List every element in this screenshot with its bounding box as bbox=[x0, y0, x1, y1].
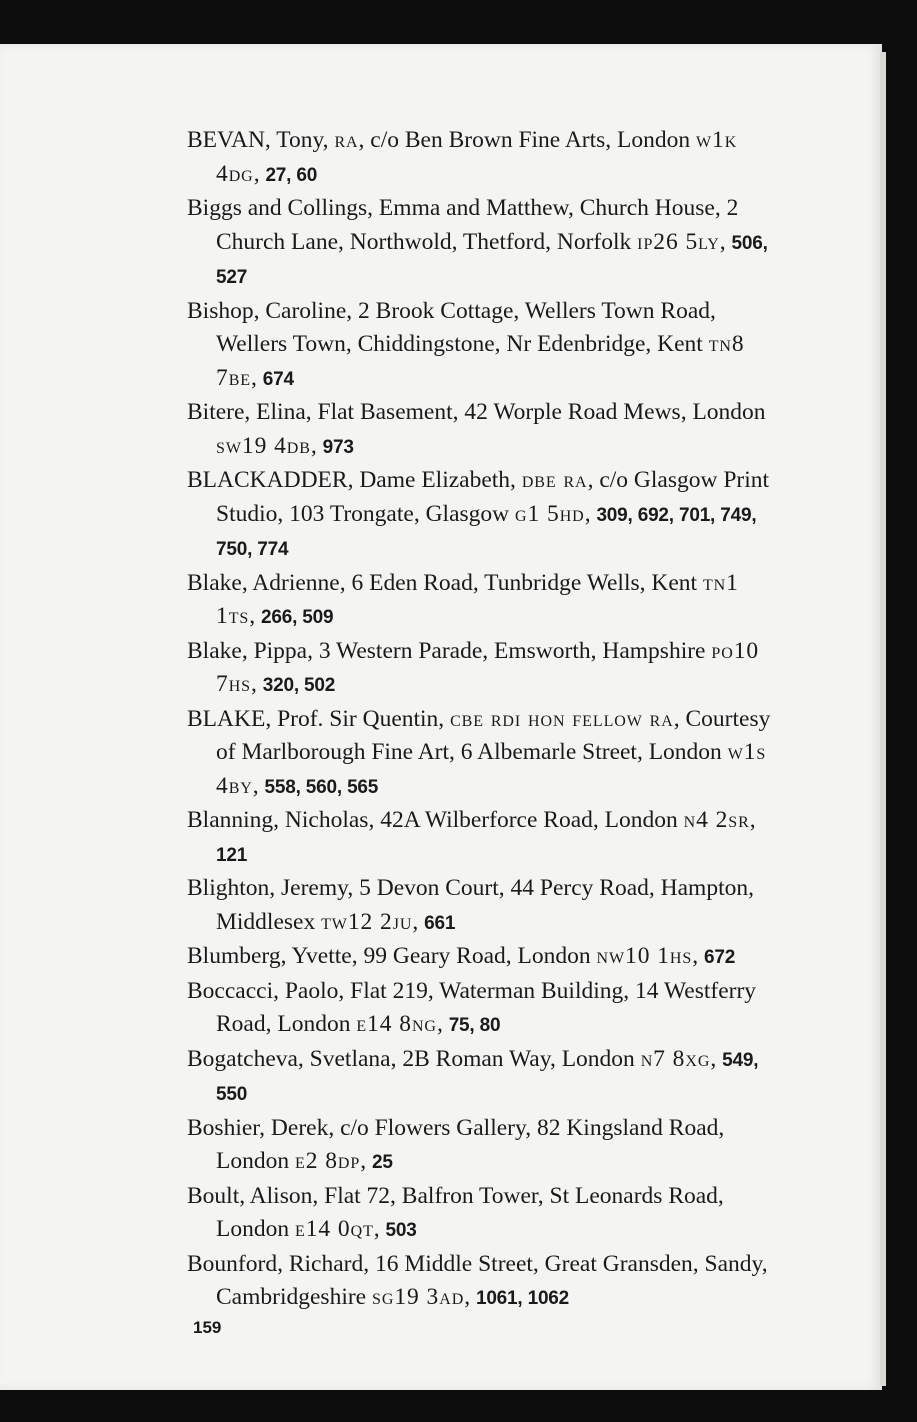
entry-name: Biggs and Collings, Emma and Matthew, bbox=[187, 195, 580, 221]
entry-name: Bitere, Elina, bbox=[187, 399, 318, 425]
entry-catalogue-numbers: 121 bbox=[216, 844, 248, 866]
index-entry: Boshier, Derek, c/o Flowers Gallery, 82 Kingsland Road, London e2 8dp, 25 bbox=[187, 1114, 725, 1174]
entry-postcode: ip26 5ly bbox=[637, 228, 720, 255]
entry-address: Church House, 2 Church Lane, Northwold, Thetford, Norfolk bbox=[216, 195, 739, 255]
entry-catalogue-numbers: 75, 80 bbox=[448, 1015, 501, 1036]
entry-address: 2 Brook Cottage, Wellers Town Road, Wellers Town, Chiddingstone, Nr Edenbridge, Kent bbox=[216, 297, 716, 357]
entry-postcode: e14 0qt bbox=[294, 1216, 374, 1242]
entry-catalogue-numbers: 266, 509 bbox=[261, 607, 334, 628]
entry-name: Blanning, Nicholas, bbox=[187, 807, 381, 833]
entry-postcode: tn1 1ts bbox=[216, 569, 739, 629]
entry-name: Blumberg, Yvette, bbox=[187, 943, 364, 969]
index-entry: BLACKADDER, Dame Elizabeth, dbe ra, c/o Glasgow Print Studio, 103 Trongate, Glasgow g1 5hd, 309, 692, 701, 749, 750, 774 bbox=[187, 467, 770, 560]
entry-catalogue-numbers: 1061, 1062 bbox=[475, 1288, 570, 1309]
entry-catalogue-numbers: 309, 692, 701, 749, 750, 774 bbox=[216, 504, 757, 560]
index-entry: Bogatcheva, Svetlana, 2B Roman Way, London n7 8xg, 549, 550 bbox=[187, 1045, 759, 1105]
index-entry: Blake, Adrienne, 6 Eden Road, Tunbridge Wells, Kent tn1 1ts, 266, 509 bbox=[187, 569, 739, 629]
entry-postcode: sw19 4db bbox=[216, 432, 311, 459]
page-number: 159 bbox=[193, 1318, 222, 1337]
entry-address: 42A Wilberforce Road, London bbox=[380, 807, 684, 833]
entry-catalogue-numbers: 674 bbox=[262, 368, 294, 390]
entry-name: Bogatcheva, Svetlana, bbox=[187, 1045, 403, 1072]
index-entry: Bishop, Caroline, 2 Brook Cottage, Wellers Town Road, Wellers Town, Chiddingstone, Nr Edenbridge, Kent tn8 7be, 674 bbox=[187, 297, 745, 391]
entry-catalogue-numbers: 558, 560, 565 bbox=[264, 776, 379, 798]
page-edge bbox=[880, 52, 886, 1386]
entry-postcode: nw10 1hs bbox=[596, 943, 693, 969]
entry-catalogue-numbers: 506, 527 bbox=[216, 232, 768, 288]
entry-title: dbe ra bbox=[521, 467, 588, 493]
index-entry: Blake, Pippa, 3 Western Parade, Emsworth, Hampshire po10 7hs, 320, 502 bbox=[187, 637, 760, 697]
index-entry: Bounford, Richard, 16 Middle Street, Great Gransden, Sandy, Cambridgeshire sg19 3ad, 1061, 1062 bbox=[187, 1250, 768, 1310]
index-entries bbox=[187, 124, 782, 1316]
entry-title: cbe rdi hon fellow ra bbox=[450, 705, 674, 732]
entry-postcode: w1s 4by bbox=[216, 739, 767, 799]
entry-name: Boshier, Derek, bbox=[187, 1114, 341, 1141]
entry-catalogue-numbers: 320, 502 bbox=[262, 675, 336, 696]
entry-postcode: w1k 4dg bbox=[216, 127, 738, 187]
entry-catalogue-numbers: 27, 60 bbox=[265, 164, 318, 186]
entry-address: 2B Roman Way, London bbox=[402, 1045, 641, 1072]
index-entry: Blumberg, Yvette, 99 Geary Road, London nw10 1hs, 672 bbox=[187, 943, 736, 969]
index-entry: Biggs and Collings, Emma and Matthew, Church House, 2 Church Lane, Northwold, Thetford, Norfolk ip26 5ly, 506, 527 bbox=[187, 195, 768, 288]
entry-name: BLAKE, Prof. Sir Quentin, bbox=[187, 705, 451, 732]
entry-name: Boult, Alison, bbox=[187, 1182, 325, 1209]
index-entry: Boult, Alison, Flat 72, Balfron Tower, St Leonards Road, London e14 0qt, 503 bbox=[187, 1182, 724, 1242]
entry-catalogue-numbers: 503 bbox=[385, 1220, 417, 1241]
entry-address: c/o Flowers Gallery, 82 Kingsland Road, London bbox=[216, 1114, 725, 1174]
entry-name: Boccacci, Paolo, bbox=[187, 977, 351, 1004]
entry-postcode: po10 7hs bbox=[216, 637, 760, 697]
entry-address: , Courtesy of Marlborough Fine Art, 6 Albemarle Street, London bbox=[216, 705, 771, 765]
entry-name: Bishop, Caroline, bbox=[187, 297, 359, 324]
entry-postcode: e14 8ng bbox=[356, 1011, 437, 1037]
entry-catalogue-numbers: 25 bbox=[371, 1152, 393, 1173]
entry-name: Bounford, Richard, bbox=[187, 1250, 375, 1277]
entry-title: ra bbox=[334, 127, 359, 153]
entry-postcode: tn8 7be bbox=[216, 331, 745, 391]
entry-address: Flat 219, Waterman Building, 14 Westferry Road, London bbox=[216, 977, 757, 1037]
index-entry: Blighton, Jeremy, 5 Devon Court, 44 Percy Road, Hampton, Middlesex tw12 2ju, 661 bbox=[187, 875, 754, 935]
entry-address: 5 Devon Court, 44 Percy Road, Hampton, Middlesex bbox=[216, 875, 754, 935]
entry-postcode: n7 8xg bbox=[640, 1045, 711, 1072]
entry-address: Flat Basement, 42 Worple Road Mews, London bbox=[317, 399, 766, 425]
index-entry: Blanning, Nicholas, 42A Wilberforce Road, London n4 2sr, 121 bbox=[187, 807, 756, 866]
entry-name: BEVAN, Tony, bbox=[187, 127, 335, 153]
entry-name: Blighton, Jeremy, bbox=[187, 875, 360, 901]
entry-postcode: sg19 3ad bbox=[371, 1284, 465, 1310]
entry-address: 3 Western Parade, Emsworth, Hampshire bbox=[318, 637, 712, 664]
index-entry: BLAKE, Prof. Sir Quentin, cbe rdi hon fellow ra, Courtesy of Marlborough Fine Art, 6 Albemarle Street, London w1s 4by, 558, 560, 565 bbox=[187, 705, 771, 799]
entry-address: 6 Eden Road, Tunbridge Wells, Kent bbox=[351, 569, 703, 596]
entry-address: 16 Middle Street, Great Gransden, Sandy, Cambridgeshire bbox=[216, 1250, 768, 1310]
entry-address: , c/o Glasgow Print Studio, 103 Trongate, Glasgow bbox=[216, 467, 770, 527]
entry-postcode: g1 5hd bbox=[515, 500, 585, 527]
entry-name: Blake, Pippa, bbox=[187, 637, 319, 664]
index-entry: Boccacci, Paolo, Flat 219, Waterman Building, 14 Westferry Road, London e14 8ng, 75, 80 bbox=[187, 977, 757, 1037]
entry-postcode: e2 8dp bbox=[294, 1148, 361, 1174]
entry-address: , c/o Ben Brown Fine Arts, London bbox=[358, 127, 697, 153]
index-entry: Bitere, Elina, Flat Basement, 42 Worple Road Mews, London sw19 4db, 973 bbox=[187, 399, 766, 459]
entry-catalogue-numbers: 973 bbox=[322, 436, 354, 458]
entry-catalogue-numbers: 549, 550 bbox=[216, 1049, 759, 1105]
entry-name: BLACKADDER, Dame Elizabeth, bbox=[187, 467, 522, 493]
entry-catalogue-numbers: 672 bbox=[704, 947, 736, 968]
entry-address: Flat 72, Balfron Tower, St Leonards Road, London bbox=[216, 1182, 724, 1242]
entry-postcode: n4 2sr bbox=[683, 807, 750, 833]
entry-address: 99 Geary Road, London bbox=[363, 943, 597, 969]
entry-name: Blake, Adrienne, bbox=[187, 569, 352, 596]
entry-postcode: tw12 2ju bbox=[321, 908, 413, 935]
index-entry: BEVAN, Tony, ra, c/o Ben Brown Fine Arts, London w1k 4dg, 27, 60 bbox=[187, 127, 738, 187]
entry-catalogue-numbers: 661 bbox=[424, 912, 456, 934]
